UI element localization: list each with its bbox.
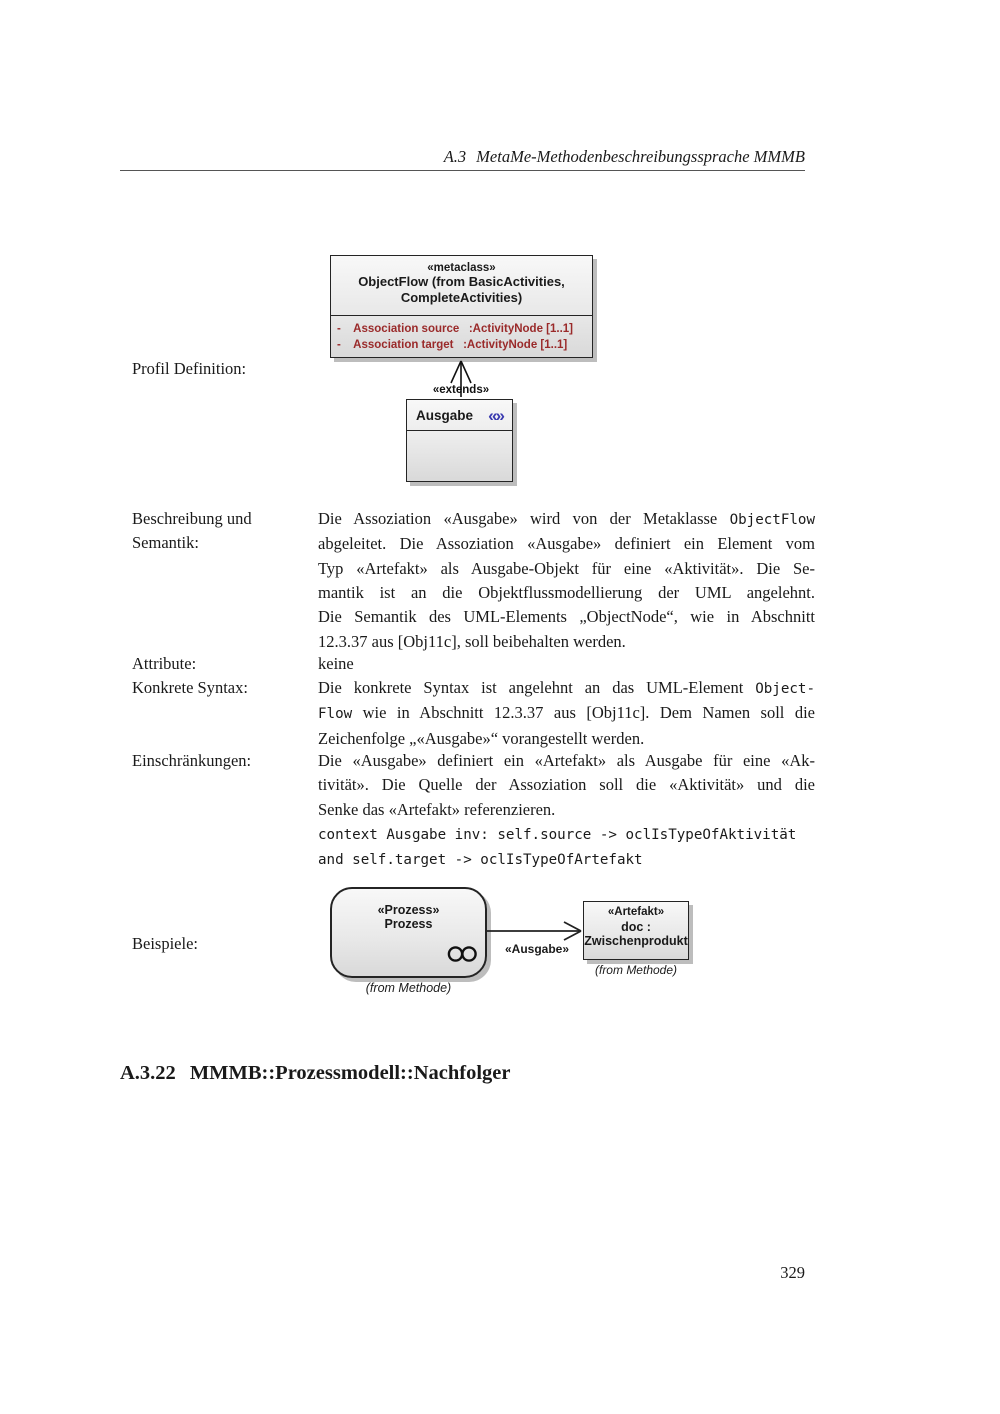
- row-beschreibung: [132, 507, 815, 654]
- metaclass-name-line2: CompleteActivities): [400, 290, 523, 305]
- extends-label: «extends»: [432, 384, 490, 396]
- row-konkrete-syntax-text: Die konkrete Syntax ist angelehnt an das UML-Element Object- Flow wie in Abschnitt 12.3.37 aus [Obj11c]. Dem Namen soll die Zeichenfolge „«Ausgabe»“ vorangestellt werden.: [318, 678, 815, 748]
- prozess-box: [330, 887, 487, 978]
- row-einschraenkungen-label: Einschränkungen:: [132, 751, 252, 770]
- row-einschraenkungen: [132, 749, 815, 873]
- ausgabe-name: Ausgabe: [416, 407, 474, 423]
- profil-definition-label: Profil Definition:: [132, 359, 247, 378]
- metaclass-attribute-source: - Association source :ActivityNode [1..1]: [337, 323, 574, 335]
- ausgabe-box-header: [407, 400, 512, 431]
- row-attribute: [132, 652, 815, 676]
- metaclass-attributes: [331, 315, 592, 353]
- prozess-from-label: (from Methode): [365, 981, 452, 995]
- artefakt-box: [583, 901, 689, 960]
- header-section-title: MetaMe-Methodenbeschreibungssprache MMMB: [476, 147, 805, 166]
- ausgabe-association-label: «Ausgabe»: [504, 942, 570, 956]
- metaclass-box: [330, 255, 593, 358]
- page-number: 329: [780, 1263, 805, 1282]
- metaclass-name-line1: ObjectFlow (from BasicActivities,: [358, 274, 565, 289]
- section-heading-title: MMMB::Prozessmodell::Nachfolger: [189, 1062, 511, 1084]
- header-rule: [120, 170, 805, 171]
- prozess-name: Prozess: [384, 917, 433, 931]
- metaclass-stereotype: «metaclass»: [427, 262, 496, 274]
- header-section-number: A.3: [443, 147, 467, 166]
- section-heading-number: A.3.22: [120, 1062, 176, 1084]
- metaclass-box-header: [331, 256, 592, 315]
- row-beschreibung-label: Beschreibung und Semantik:: [132, 509, 252, 553]
- artefakt-from-label: (from Methode): [594, 963, 678, 977]
- row-konkrete-syntax-label: Konkrete Syntax:: [132, 678, 248, 697]
- row-einschraenkungen-text: Die «Ausgabe» definiert ein «Artefakt» als Ausgabe für eine «Ak- tivität». Die Quelle der Assoziation soll die «Aktivität» und die Senke das «Artefakt» referenzieren. context Ausgabe inv: self.source -> oclIsTypeOfAktivität and self.target -> oclIsTypeOfArtefakt: [318, 751, 815, 869]
- beispiele-label: Beispiele:: [132, 934, 198, 953]
- artefakt-name-line1: doc :: [621, 919, 651, 934]
- prozess-stereotype: «Prozess»: [377, 903, 440, 917]
- section-heading: [120, 1062, 511, 1085]
- row-attribute-text: keine: [318, 654, 354, 673]
- stereotype-guillemet-icon: «»: [488, 405, 503, 425]
- row-konkrete-syntax: [132, 676, 815, 751]
- rings-icon: [447, 945, 478, 963]
- stereotype-box-ausgabe: [406, 399, 513, 482]
- metaclass-attribute-target: - Association target :ActivityNode [1..1]: [337, 339, 568, 351]
- ausgabe-association-arrow-icon: [487, 920, 585, 942]
- row-beschreibung-text: Die Assoziation «Ausgabe» wird von der Metaklasse ObjectFlow abgeleitet. Die Assoziation «Ausgabe» definiert ein Element vom Typ «Artefakt» als Ausgabe-Objekt für eine «Aktivität». Die Se- mantik ist an die Objektflussmodellierung der UML angelehnt. Die Semantik des UML-Elements „ObjectNode“, wie in Abschnitt 12.3.37 aus [Obj11c], soll beibehalten werden.: [318, 509, 815, 651]
- artefakt-stereotype: «Artefakt»: [607, 906, 665, 918]
- artefakt-name-line2: Zwischenprodukt: [584, 933, 688, 948]
- running-header: [120, 147, 805, 167]
- row-attribute-label: Attribute:: [132, 654, 197, 673]
